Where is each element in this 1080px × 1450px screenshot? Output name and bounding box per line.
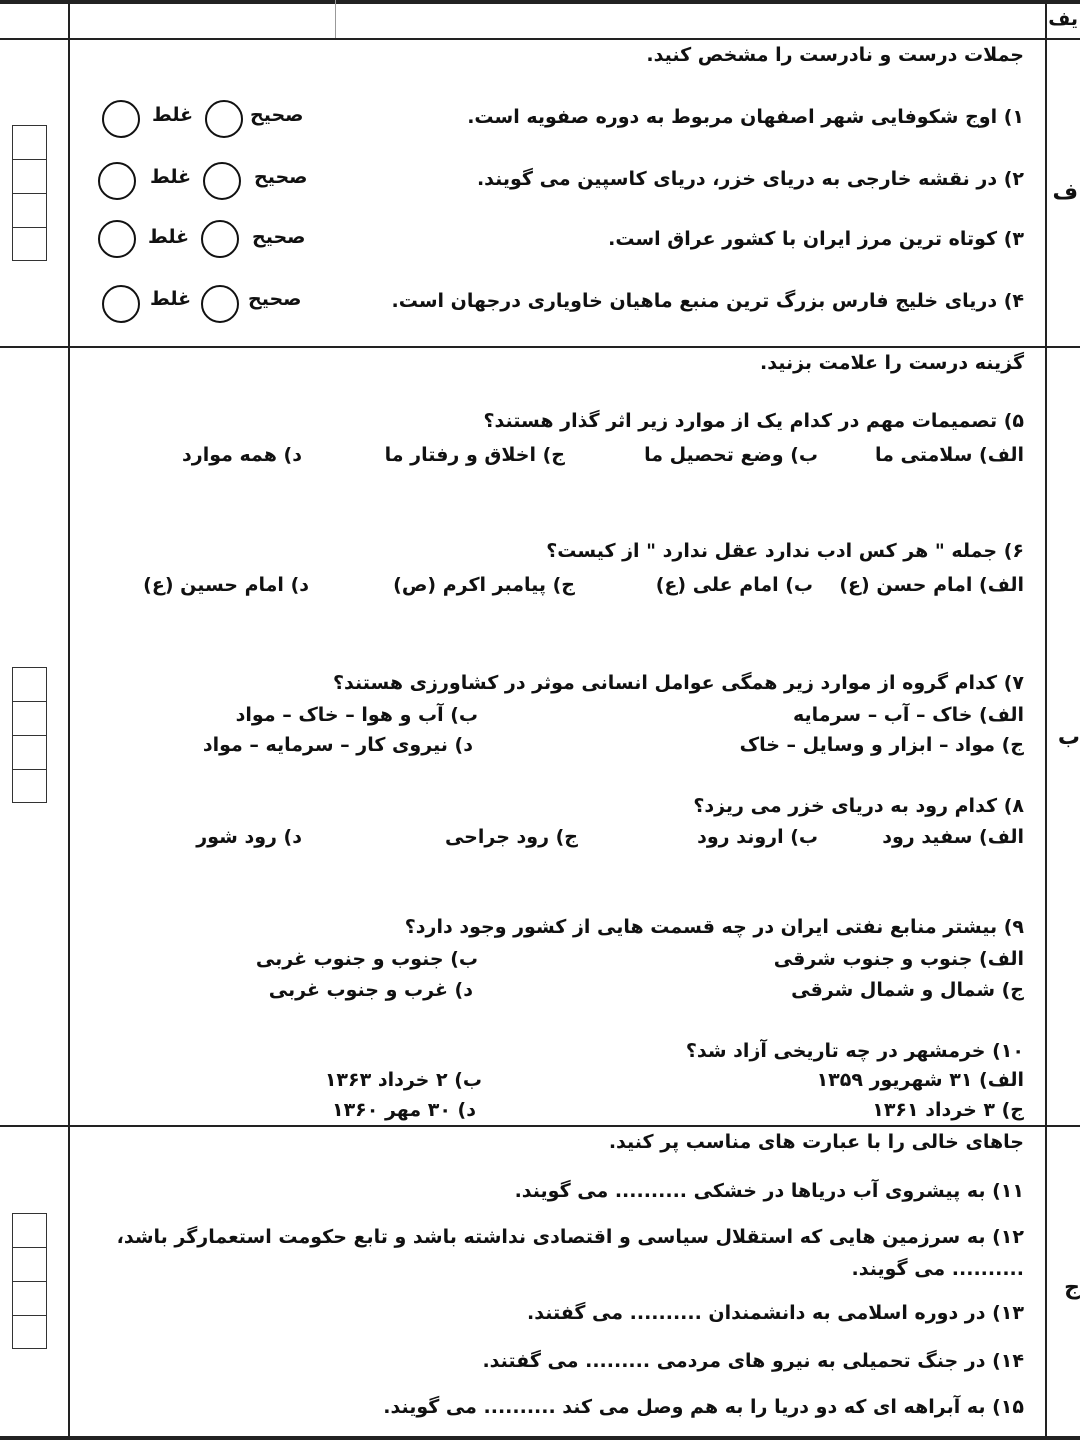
- top-border: [0, 0, 1080, 4]
- q9-option-be[interactable]: ب) جنوب و جنوب غربی: [255, 948, 478, 970]
- false-option-circle[interactable]: [98, 162, 136, 200]
- tf-item-2: ۲) در نقشه خارجی به دریای خزر، دریای کاسپین می گویند.: [476, 168, 1024, 190]
- q9-option-jim[interactable]: ج) شمال و شمال شرقی: [791, 979, 1024, 1001]
- blank-question-11: ۱۱) به پیشروی آب دریاها در خشکی .......... می گویند.: [514, 1180, 1024, 1202]
- q9-option-dal[interactable]: د) غرب و جنوب غربی: [268, 979, 473, 1001]
- true-label: صحیح: [250, 104, 304, 126]
- section-divider-1: [0, 346, 1080, 348]
- question-6: ۶) جمله " هر کس ادب ندارد عقل ندارد " از کیست؟: [546, 540, 1024, 562]
- blank-question-15: ۱۵) به آبراهه ای که دو دریا را به هم وصل می کند .......... می گویند.: [383, 1396, 1024, 1418]
- q9-option-alef[interactable]: الف) جنوب و جنوب شرقی: [773, 948, 1024, 970]
- q7-option-be[interactable]: ب) آب و هوا – خاک – مواد: [235, 704, 478, 726]
- question-8: ۸) کدام رود به دریای خزر می ریزد؟: [693, 795, 1024, 817]
- blank-question-12-line2: .......... می گویند.: [851, 1258, 1024, 1280]
- q10-option-be[interactable]: ب) ۲ خرداد ۱۳۶۳: [324, 1069, 482, 1091]
- true-label: صحیح: [252, 226, 306, 248]
- q8-option-dal[interactable]: د) رود شور: [196, 826, 302, 848]
- q7-option-jim[interactable]: ج) مواد – ابزار و وسایل – خاک: [739, 734, 1024, 756]
- true-option-circle[interactable]: [201, 285, 239, 323]
- blank-question-12-line1: ۱۲) به سرزمین هایی که استقلال سیاسی و اقتصادی نداشته باشد و تابع حکومت استعمارگر باشد،: [116, 1226, 1024, 1248]
- q5-option-alef[interactable]: الف) سلامتی ما: [875, 444, 1024, 466]
- q8-option-alef[interactable]: الف) سفید رود: [882, 826, 1024, 848]
- q6-option-be[interactable]: ب) امام علی (ع): [655, 574, 813, 596]
- q6-option-dal[interactable]: د) امام حسین (ع): [143, 574, 309, 596]
- left-column-divider: [68, 0, 70, 1440]
- instruction-true-false: جملات درست و نادرست را مشخص کنید.: [646, 44, 1024, 66]
- false-option-circle[interactable]: [98, 220, 136, 258]
- instruction-fill-blanks: جاهای خالی را با عبارت های مناسب پر کنید.: [608, 1131, 1024, 1153]
- blank-question-13: ۱۳) در دوره اسلامی به دانشمندان .......... می گفتند.: [527, 1302, 1024, 1324]
- false-label: غلط: [150, 288, 192, 310]
- score-box-alef: [12, 125, 47, 261]
- tf-item-3: ۳) کوتاه ترین مرز ایران با کشور عراق است.: [608, 228, 1024, 250]
- blank-question-14: ۱۴) در جنگ تحمیلی به نیرو های مردمی ......... می گفتند.: [482, 1350, 1024, 1372]
- bottom-border: [0, 1436, 1080, 1440]
- right-column-divider: [1045, 0, 1047, 1440]
- q10-option-jim[interactable]: ج) ۳ خرداد ۱۳۶۱: [872, 1099, 1024, 1121]
- q8-option-jim[interactable]: ج) رود جراحی: [444, 826, 578, 848]
- header-bottom-border: [0, 38, 1080, 40]
- section-letter-be: ب: [1057, 725, 1080, 750]
- true-option-circle[interactable]: [205, 100, 243, 138]
- false-option-circle[interactable]: [102, 285, 140, 323]
- true-option-circle[interactable]: [203, 162, 241, 200]
- q8-option-be[interactable]: ب) اروند رود: [697, 826, 818, 848]
- q7-option-alef[interactable]: الف) خاک – آب – سرمایه: [793, 704, 1024, 726]
- question-7: ۷) کدام گروه از موارد زیر همگی عوامل انسانی موثر در کشاورزی هستند؟: [333, 672, 1024, 694]
- q5-option-dal[interactable]: د) همه موارد: [182, 444, 302, 466]
- section-divider-2: [0, 1125, 1080, 1127]
- tf-item-1: ۱) اوج شکوفایی شهر اصفهان مربوط به دوره صفویه است.: [467, 106, 1024, 128]
- true-option-circle[interactable]: [201, 220, 239, 258]
- q7-option-dal[interactable]: د) نیروی کار – سرمایه – مواد: [202, 734, 473, 756]
- q10-option-dal[interactable]: د) ۳۰ مهر ۱۳۶۰: [331, 1099, 476, 1121]
- q5-option-jim[interactable]: ج) اخلاق و رفتار ما: [384, 444, 565, 466]
- q6-option-alef[interactable]: الف) امام حسن (ع): [839, 574, 1024, 596]
- q5-option-be[interactable]: ب) وضع تحصیل ما: [644, 444, 818, 466]
- section-letter-alef: ف: [1052, 180, 1078, 205]
- true-label: صحیح: [254, 166, 308, 188]
- section-letter-jim: ج: [1064, 1275, 1080, 1300]
- true-label: صحیح: [248, 288, 302, 310]
- q6-option-jim[interactable]: ج) پیامبر اکرم (ص): [393, 574, 575, 596]
- false-option-circle[interactable]: [102, 100, 140, 138]
- score-box-be: [12, 667, 47, 803]
- header-mid-divider: [335, 0, 336, 38]
- section-corner-label: یف: [1048, 8, 1078, 30]
- instruction-multiple-choice: گزینه درست را علامت بزنید.: [760, 352, 1024, 374]
- false-label: غلط: [150, 166, 192, 188]
- question-10: ۱۰) خرمشهر در چه تاریخی آزاد شد؟: [685, 1040, 1024, 1062]
- question-5: ۵) تصمیمات مهم در کدام یک از موارد زیر اثر گذار هستند؟: [483, 410, 1024, 432]
- false-label: غلط: [148, 226, 190, 248]
- false-label: غلط: [152, 104, 194, 126]
- tf-item-4: ۴) دریای خلیج فارس بزرگ ترین منبع ماهیان خاویاری درجهان است.: [391, 290, 1024, 312]
- score-box-jim: [12, 1213, 47, 1349]
- q10-option-alef[interactable]: الف) ۳۱ شهریور ۱۳۵۹: [816, 1069, 1024, 1091]
- question-9: ۹) بیشتر منابع نفتی ایران در چه قسمت هایی از کشور وجود دارد؟: [404, 916, 1024, 938]
